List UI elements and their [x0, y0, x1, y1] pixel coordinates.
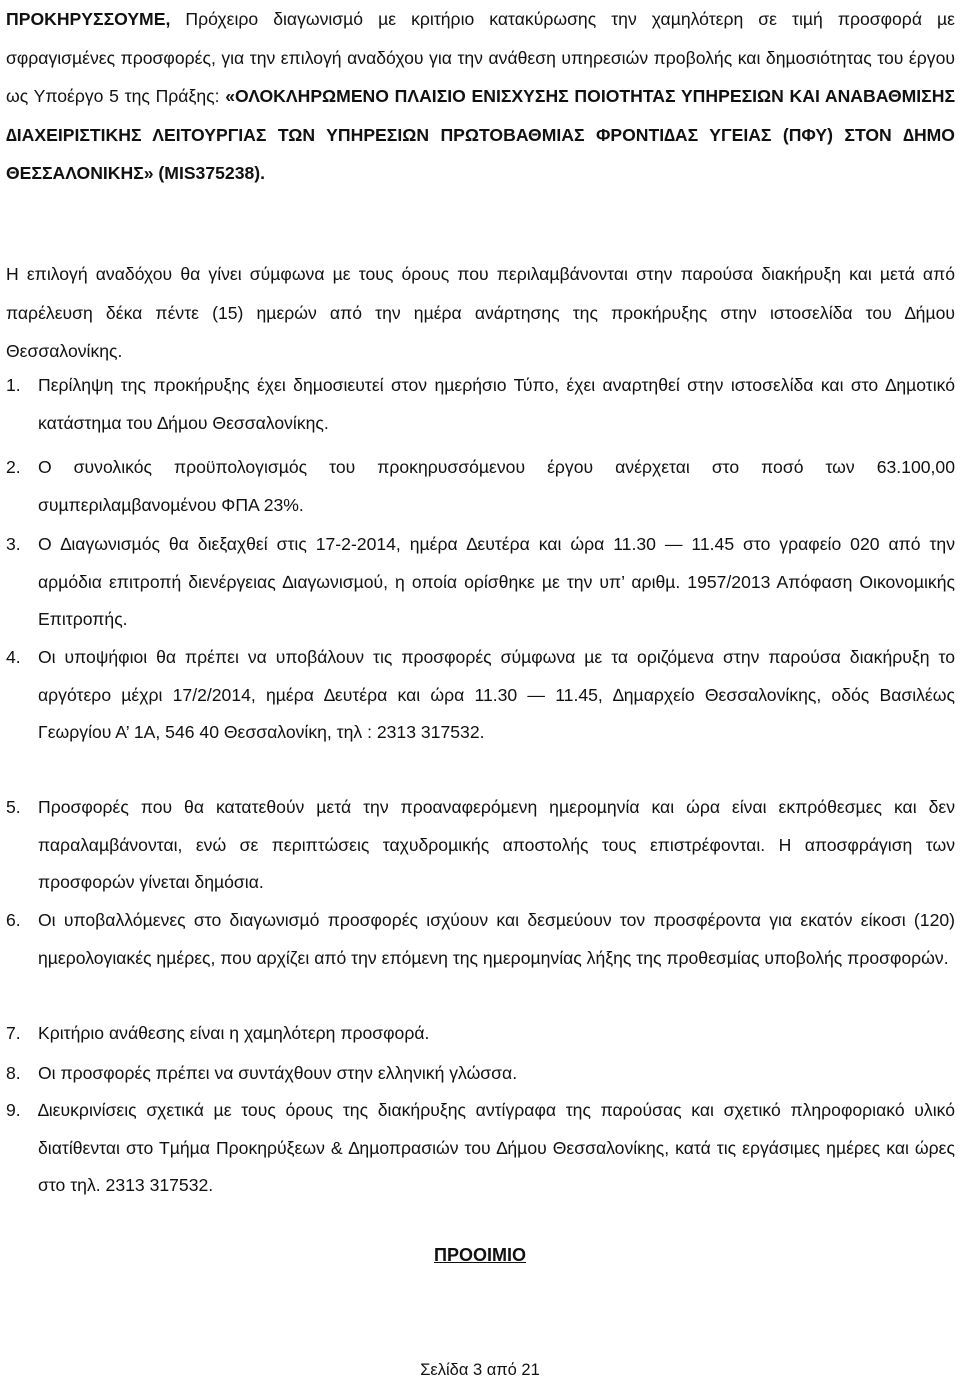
- list-item: [6, 1015, 955, 1053]
- list-item: [6, 526, 955, 639]
- list-item-number: 6.: [6, 910, 21, 930]
- announcement-text: Πρόχειρο διαγωνισµό µε κριτήριο κατακύρωσης την χαµηλότερη σε τιµή προσφορά µε σφραγισµένες προσφορές, για την επιλογή αναδόχου για την ανάθεση υπηρεσιών προβολής και δηµοσιότητας του έργου ως Υποέργο 5 της Πράξης:: [6, 9, 955, 106]
- list-item-number: 7.: [6, 1023, 21, 1043]
- list-item: [6, 449, 955, 524]
- list-item-text: Οι προσφορές πρέπει να συντάχθουν στην ελληνική γλώσσα.: [38, 1063, 518, 1083]
- page-footer: Σελίδα 3 από 21: [420, 1361, 540, 1379]
- section-heading: ΠΡΟΟΙΜΙΟ: [433, 1245, 526, 1265]
- announcement-paragraph: [6, 0, 955, 193]
- list-item: [6, 1055, 955, 1093]
- list-item: [6, 789, 955, 902]
- list-item-number: 2.: [6, 457, 21, 477]
- list-item-number: 1.: [6, 375, 21, 395]
- list-item-number: 3.: [6, 534, 21, 554]
- list-item: [6, 902, 955, 977]
- list-item-number: 8.: [6, 1063, 21, 1083]
- announcement-lead: ΠΡΟΚΗΡΥΣΣΟΥΜΕ,: [6, 9, 171, 29]
- list-item-text: Οι υποβαλλόµενες στο διαγωνισµό προσφορές ισχύουν και δεσµεύουν τον προσφέροντα για εκατόν είκοσι (120) ηµερολογιακές ηµέρες, που αρχίζει από την επόµενη της ηµεροµηνίας λήξης της προθεσµίας υποβολής προσφορών.: [38, 910, 955, 968]
- list-item-number: 9.: [6, 1100, 21, 1120]
- list-item-number: 4.: [6, 647, 21, 667]
- list-item-text: Προσφορές που θα κατατεθούν µετά την προαναφερόµενη ηµεροµηνία και ώρα είναι εκπρόθεσµες και δεν παραλαµβάνονται, ενώ σε περιπτώσεις ταχυδροµικής αποστολής τους επιστρέφονται. Η αποσφράγιση των προσφορών γίνεται δηµόσια.: [38, 797, 955, 892]
- list-item: [6, 639, 955, 752]
- project-title: «ΟΛΟΚΛΗΡΩΜΕΝΟ ΠΛΑΙΣΙΟ ΕΝΙΣΧΥΣΗΣ ΠΟΙΟΤΗΤΑΣ ΥΠΗΡΕΣΙΩΝ ΚΑΙ ΑΝΑΒΑΘΜΙΣΗΣ ∆ΙΑΧΕΙΡΙΣΤΙΚΗΣ ΛΕΙΤΟΥΡΓΙΑΣ ΤΩΝ ΥΠΗΡΕΣΙΩΝ ΠΡΩΤΟΒΑΘΜΙΑΣ ΦΡΟΝΤΙ∆ΑΣ ΥΓΕΙΑΣ (ΠΦΥ) ΣΤΟΝ ∆ΗΜΟ ΘΕΣΣΑΛΟΝΙΚΗΣ» (MIS375238).: [6, 86, 955, 183]
- list-item-text: ∆ιευκρινίσεις σχετικά µε τους όρους της διακήρυξης αντίγραφα της παρούσας και σχετικό πληροφοριακό υλικό διατίθενται στο Τµήµα Προκηρύξεων & ∆ηµοπρασιών του ∆ήµου Θεσσαλονίκης, κατά τις εργάσιµες ηµέρες και ώρες στο τηλ. 2313 317532.: [38, 1100, 955, 1195]
- list-item: [6, 367, 955, 442]
- list-item-text: Κριτήριο ανάθεσης είναι η χαµηλότερη προσφορά.: [38, 1023, 430, 1043]
- list-item-text: Οι υποψήφιοι θα πρέπει να υποβάλουν τις προσφορές σύµφωνα µε τα οριζόµενα στην παρούσα διακήρυξη το αργότερο µέχρι 17/2/2014, ηµέρα ∆ευτέρα και ώρα 11.30 — 11.45, ∆ηµαρχείο Θεσσαλονίκης, οδός Βασιλέως Γεωργίου Α’ 1Α, 546 40 Θεσσαλονίκη, τηλ : 2313 317532.: [38, 647, 955, 742]
- list-item-text: Ο συνολικός προϋπολογισµός του προκηρυσσόµενου έργου ανέρχεται στο ποσό των 63.100,00 συµπεριλαµβανοµένου ΦΠΑ 23%.: [38, 457, 955, 515]
- selection-paragraph: Η επιλογή αναδόχου θα γίνει σύµφωνα µε τους όρους που περιλαµβάνονται στην παρούσα διακήρυξη και µετά από παρέλευση δέκα πέντε (15) ηµερών από την ηµέρα ανάρτησης της προκήρυξης στην ιστοσελίδα του ∆ήµου Θεσσαλονίκης.: [6, 264, 955, 361]
- list-item-text: Ο ∆ιαγωνισµός θα διεξαχθεί στις 17-2-2014, ηµέρα ∆ευτέρα και ώρα 11.30 — 11.45 στο γραφείο 020 από την αρµόδια επιτροπή διενέργειας ∆ιαγωνισµού, η οποία ορίσθηκε µε την υπ’ αριθµ. 1957/2013 Απόφαση Οικονοµικής Επιτροπής.: [38, 534, 955, 629]
- list-item-text: Περίληψη της προκήρυξης έχει δηµοσιευτεί στον ηµερήσιο Τύπο, έχει αναρτηθεί στην ιστοσελίδα και στο ∆ηµοτικό κατάστηµα του ∆ήµου Θεσσαλονίκης.: [38, 375, 955, 433]
- list-item: [6, 1092, 955, 1205]
- list-item-number: 5.: [6, 797, 21, 817]
